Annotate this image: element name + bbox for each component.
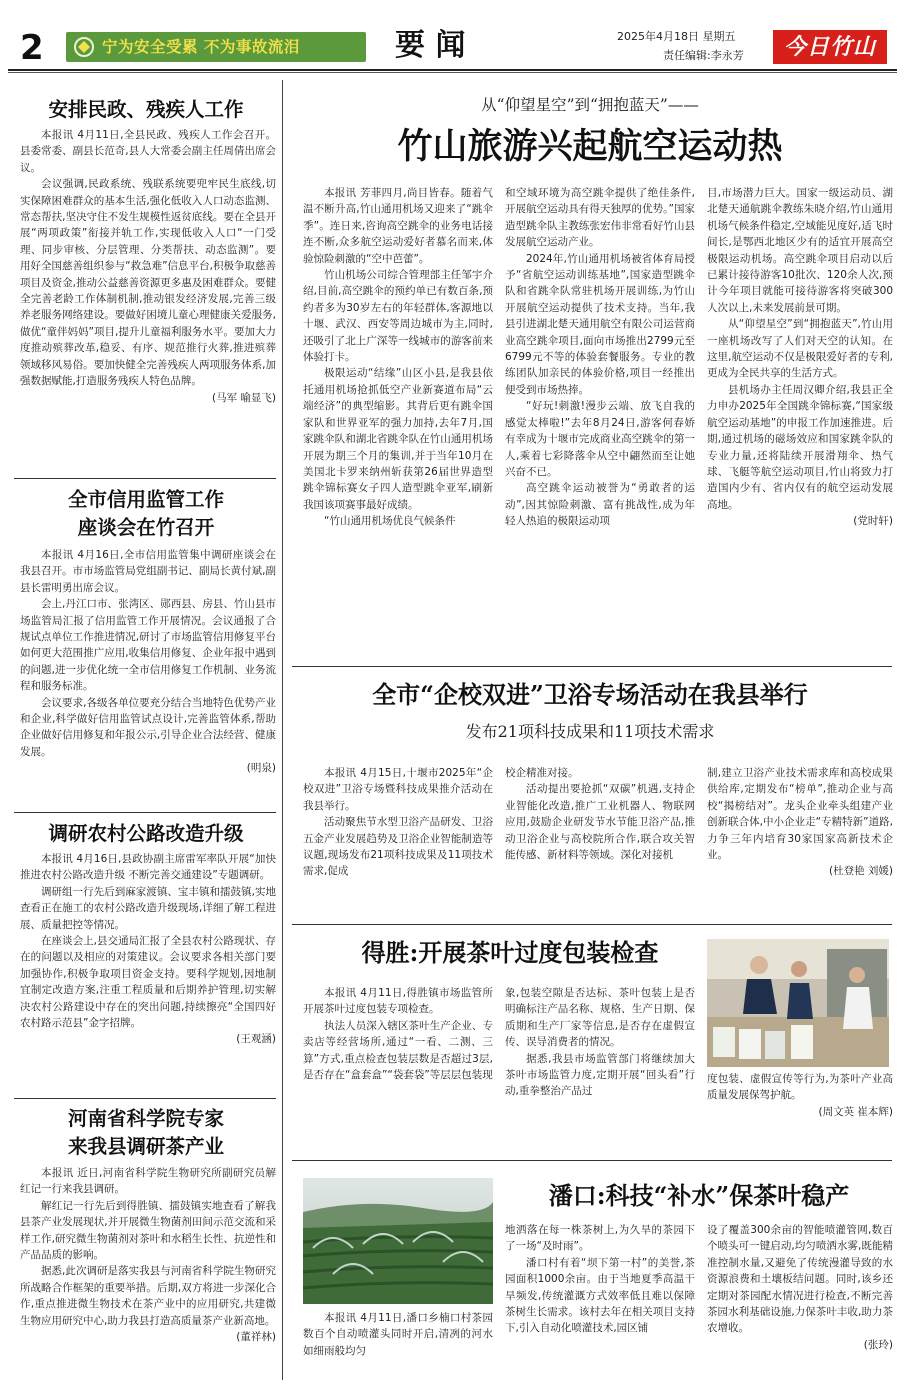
article-headline: 得胜:开展茶叶过度包装检查 (361, 938, 659, 967)
paragraph: 本报讯 4月11日,潘口乡楠口村茶园数百个自动喷灌头同时开启,清冽的河水如细雨般均匀 (303, 1312, 493, 1357)
paragraph: 设了覆盖300余亩的智能喷灌管网,数百个喷头可一键启动,均匀喷洒水雾,既能精准控制水量,又避免了传统漫灌导致的水资源浪费和土壤板结问题。同时,该乡还定期对茶园配水情况进行检查,不断完善茶园水利基础设施,力保茶叶丰收,助力茶农增收。 (707, 1224, 893, 1335)
paragraph: “竹山通用机场优良气候条件 (324, 515, 456, 528)
article-column-2 (505, 985, 695, 1135)
article-body (20, 127, 276, 477)
article-column-3 (707, 765, 893, 885)
issue-date: 2025年4月18日 星期五 (617, 30, 736, 43)
masthead-logo (773, 30, 887, 64)
byline: (董祥林) (236, 1331, 276, 1344)
paragraph: 会议强调,民政系统、残联系统要兜牢民生底线,切实保障困难群众的基本生活,强化低收入人口动态监测、常态帮扶,坚决守住不发生规模性返贫底线。要在全县开展“两项政策”衔接并轨工作,实现低收入人口“一门受理、同步审核、分层管理、分类帮扶、动态监测”。要用好全国慈善组织参与“救急难”信息平台,积极争取慈善项目及资金,推动公益慈善资源更多惠及困难群众。要健全完善老龄工作体制机制,推动银发经济发展,完善三级养老服务网络建设。要做好困境儿童心理健康关爱服务,做优“童伴妈妈”项目,提升儿童福利服务水平。要加大力度推动殡葬改革,稳妥、有序、规范推行火葬,推进殡葬领域移风易俗。要加快健全完善残疾人两项服务体系,加强数据赋能,打造服务残疾人特色品牌。 (20, 178, 276, 388)
paragraph: 2024年,竹山通用机场被省体育局授予“省航空运动训练基地”,国家造型跳伞队和省跳伞队常驻机场开展训练,为竹山开展航空运动提供了技术支持。当年,我县引进湖北楚天通用航空有限公司运营商业高空跳伞项目,面向市场推出2799元至6799元不等的体验套餐服务。专业的教练团队加亲民的体验价格,项目一经推出便受到市场热捧。 (505, 252, 695, 396)
article-column-1 (303, 1310, 493, 1380)
paragraph: 活动聚焦节水型卫浴产品研发、卫浴五金产业发展趋势及卫浴企业智能制造等议题,现场发布21项科技成果及11项技术需求,促成 (303, 816, 493, 878)
slogan-text: 宁为安全受累 不为事故流泪 (102, 38, 300, 56)
header-divider-thin (8, 72, 897, 73)
article-subtitle: 发布21项科技成果和11项技术需求 (465, 722, 715, 741)
article-title-line2: 座谈会在竹召开 (77, 516, 215, 539)
paragraph: 调研组一行先后到麻家渡镇、宝丰镇和擂鼓镇,实地查看正在施工的农村公路改造升级现场,详细了解工程进展、质量把控等情况。 (20, 885, 276, 931)
paragraph: 本报讯 芳菲四月,尚目皆春。随着气温不断升高,竹山通用机场又迎来了“跳伞季”。连日来,咨询高空跳伞的业务电话接连不断,众多航空运动爱好者慕名而来,体验惊险刺激的“空中芭蕾”。 (303, 187, 493, 265)
article-column-2 (505, 765, 695, 885)
section-title: 要 闻 (395, 28, 466, 63)
paragraph: “好玩!刺激!漫步云端、放飞自我的感觉太棒啦!”去年8月24日,游客何春娇有幸成为十堰市完成商业高空跳伞的第一人,乘着七彩降落伞从空中翩然而至让她兴奋不已。 (505, 400, 695, 478)
article-column-3 (707, 1071, 893, 1131)
article-title-line1: 全市信用监管工作 (67, 488, 224, 511)
paragraph: 执法人员深入辖区茶叶生产企业、专卖店等经营场所,通过“一看、二测、三算”方式,重点检查包装层数是否超过3层,是否存在“盒套盒”“袋套袋”等层层包装现 (303, 1019, 493, 1082)
paragraph: 在座谈会上,县交通局汇报了全县农村公路现状、存在的问题以及相应的对策建议。会议要求各相关部门要加强协作,积极争取项目资金支持。要科学规划,因地制宜制定改造方案,注重工程质量和后期养护管理,切实解决农村公路建设中存在的突出问题,持续擦亮“全国四好农村路示范县”金字招牌。 (20, 935, 276, 1030)
article-kicker: 从“仰望星空”到“拥抱蓝天”—— (481, 96, 699, 114)
byline: (党时轩) (853, 515, 893, 528)
article-column-3 (707, 1222, 893, 1382)
paragraph: 校企精准对接。 (505, 767, 579, 779)
article-divider (292, 1160, 892, 1161)
paragraph: 会上,丹江口市、张湾区、郧西县、房县、竹山县市场监管局汇报了信用监管工作开展情况。会议通报了合规试点单位工作推进情况,研讨了市场监管信用修复平台如何更大范围推广应用,收集信用修复、企业年报中遇到的问题,进一步优化统一全市信用修复工作机制、业务流程和服务标准。 (20, 598, 276, 693)
article-column-1 (303, 185, 493, 633)
article-column-1 (303, 985, 493, 1135)
byline: (马军 喻显飞) (211, 391, 276, 404)
byline: (王观涵) (236, 1033, 276, 1046)
article-headline: 竹山旅游兴起航空运动热 (397, 126, 783, 167)
article-divider (14, 1098, 276, 1099)
article-column-2 (505, 1222, 695, 1382)
paragraph: 本报讯 4月16日,县政协副主席雷军率队开展“加快推进农村公路改造升级 不断完善交通建设”专题调研。 (20, 853, 276, 882)
paragraph: 潘口村有着“坝下第一村”的美誉,茶园面积1000余亩。由于当地夏季高温干旱频发,传统灌溉方式效率低且难以保障茶树生长需求。该村去年在相关项目支持下,引入自动化喷灌技术,园区铺 (505, 1256, 695, 1335)
paragraph: 解红记一行先后到得胜镇、擂鼓镇实地查看了解我县茶产业发展现状,并开展微生物菌剂田间示范交流和采样工作,研究微生物菌剂对茶叶和水稻生长性、抗逆性和产品品质的影响。 (20, 1199, 276, 1262)
byline: (明泉) (246, 762, 276, 775)
article-divider (14, 812, 276, 813)
paragraph: 和空域环境为高空跳伞提供了绝佳条件,开展航空运动具有得天独厚的优势。”国家造型跳伞队主教练张宏伟非常看好竹山县发展航空运动产业。 (505, 187, 695, 249)
column-divider (282, 80, 283, 1380)
paragraph: 目,市场潜力巨大。国家一级运动员、湖北楚天通航跳伞教练朱晓介绍,竹山通用机场气候条件稳定,空域能见度好,适飞时间长,是鄂西北地区少有的适宜开展高空极限运动机场。高空跳伞项目启动以后已累计接待游客10批次、120余人次,预计今年项目就能可接待游客将突破300人次以上,未来发展前景可期。 (707, 187, 893, 314)
byline: (张玲) (863, 1338, 893, 1351)
article-body (20, 851, 276, 1095)
paragraph: 从“仰望星空”到“拥抱蓝天”,竹山用一座机场改写了人们对天空的认知。在这里,航空运动不仅是极限爱好者的专利,更成为全民共享的生活方式。 (707, 318, 893, 380)
article-divider (14, 478, 276, 479)
byline: (杜登艳 刘媛) (828, 865, 893, 878)
article-body (20, 1165, 276, 1383)
paragraph: 本报讯 4月15日,十堰市2025年“企校双进”卫浴专场暨科技成果推介活动在我县举行。 (303, 767, 493, 812)
paragraph: 度包装、虚假宣传等行为,为茶叶产业高质量发展保驾护航。 (707, 1073, 893, 1102)
paragraph: 本报讯 近日,河南省科学院生物研究所副研究员解红记一行来我县调研。 (20, 1167, 276, 1196)
paragraph: 地洒落在每一株茶树上,为久旱的茶园下了一场“及时雨”。 (505, 1224, 695, 1253)
masthead-text: 今日竹山 (783, 34, 876, 60)
article-divider (292, 924, 892, 925)
tea-garden-photo-image (303, 1178, 493, 1304)
tea-garden-photo (303, 1178, 493, 1304)
slogan-banner (66, 32, 366, 62)
paragraph: 本报讯 4月11日,得胜镇市场监管所开展茶叶过度包装专项检查。 (303, 987, 493, 1016)
paragraph: 县机场办主任周汉卿介绍,我县正全力申办2025年全国跳伞锦标赛,“国家级航空运动基地”的申报工作加速推进。后期,通过机场的磁场效应和国家跳伞队的专业力量,还将陆续开展滑翔伞、热气球、飞艇等航空运动项目,竹山将致力打造国内少有、省内仅有的航空运动发展高地。 (707, 383, 893, 511)
paragraph: 制,建立卫浴产业技术需求库和高校成果供给库,定期发布“榜单”,推动企业与高校“揭榜结对”。龙头企业牵头组建产业创新联合体,中小企业走“专精特新”道路,力争三年内培育30家国家高新技术企业。 (707, 767, 893, 862)
paragraph: 竹山机场公司综合管理部主任邹宇介绍,目前,高空跳伞的预约单已有数百条,预约者多为30岁左右的年轻群体,客源地以十堰、武汉、西安等周边城市为主,同时,还吸引了北上广深等一线城市的游客前来体验打卡。 (303, 269, 493, 364)
header-divider (8, 69, 897, 71)
article-title: 调研农村公路改造升级 (48, 822, 244, 845)
article-title-line2: 来我县调研茶产业 (67, 1135, 224, 1158)
article-headline: 潘口:科技“补水”保茶叶稳产 (548, 1181, 850, 1210)
paragraph: 据悉,我县市场监管部门将继续加大茶叶市场监管力度,定期开展“回头看”行动,重拳整治产品过 (505, 1052, 695, 1098)
article-headline: 全市“企校双进”卫浴专场活动在我县举行 (372, 680, 808, 709)
article-title: 安排民政、残疾人工作 (48, 98, 244, 121)
article-column-1 (303, 765, 493, 885)
responsible-editor: 责任编辑:李永芳 (663, 49, 744, 62)
article-title-line1: 河南省科学院专家 (67, 1107, 224, 1130)
paragraph: 据悉,此次调研是落实我县与河南省科学院生物研究所战略合作框架的重要举措。后期,双方将进一步深化合作,重点推进微生物技术在茶产业中的应用研究,共建微生物应用研究中心,助力我县打造高质量茶产业新高地。 (20, 1265, 276, 1327)
article-divider (292, 666, 892, 667)
inspection-photo (707, 939, 889, 1067)
byline: (周文英 崔本辉) (818, 1105, 893, 1118)
article-column-3 (707, 185, 893, 633)
article-body (20, 547, 276, 809)
page-number: 2 (20, 28, 44, 68)
paragraph: 本报讯 4月11日,全县民政、残疾人工作会召开。县委常委、副县长范奇,县人大常委会副主任周倩出席会议。 (20, 129, 276, 174)
paragraph: 会议要求,各级各单位要充分结合当地特色优势产业和企业,科学做好信用监管试点设计,完善监管体系,帮助企业做好信用修复和年报公示,引导企业合法经营、健康发展。 (20, 696, 276, 758)
inspection-photo-image (707, 939, 889, 1067)
article-column-2 (505, 185, 695, 633)
paragraph: 极限运动“结缘”山区小县,是我县依托通用机场抢抓低空产业新赛道布局“云端经济”的典型缩影。其背后更有跳伞国家队和世界亚军的强力加持,去年7月,国家跳伞队和湖北省跳伞队在竹山通用机场开展为期三个月的集训,并于当年10月在美国北卡罗来纳州斩获第26届世界造型跳伞锦标赛女子四人造型跳伞亚军,刷新我国该项赛事最好成绩。 (303, 367, 493, 511)
paragraph: 本报讯 4月16日,全市信用监管集中调研座谈会在我县召开。市市场监管局党组副书记、副局长黄付斌,副县长雷明勇出席会议。 (20, 549, 276, 594)
paragraph: 高空跳伞运动被誉为“勇敢者的运动”,因其惊险刺激、富有挑战性,成为年轻人热追的极限运动项 (505, 482, 695, 528)
paragraph: 象,包装空隙是否达标、茶叶包装上是否明确标注产品名称、规格、生产日期、保质期和生产厂家等信息,是否存在虚假宣传、误导消费者的情况。 (505, 987, 695, 1049)
slogan-ornament-icon (72, 32, 100, 62)
paragraph: 活动提出要抢抓“双碳”机遇,支持企业智能化改造,推广工业机器人、物联网应用,鼓励企业研发节水节能卫浴产品,推动卫浴企业与高校院所合作,联合攻关智能传感、新材料等领域。深化对接机 (505, 783, 695, 862)
